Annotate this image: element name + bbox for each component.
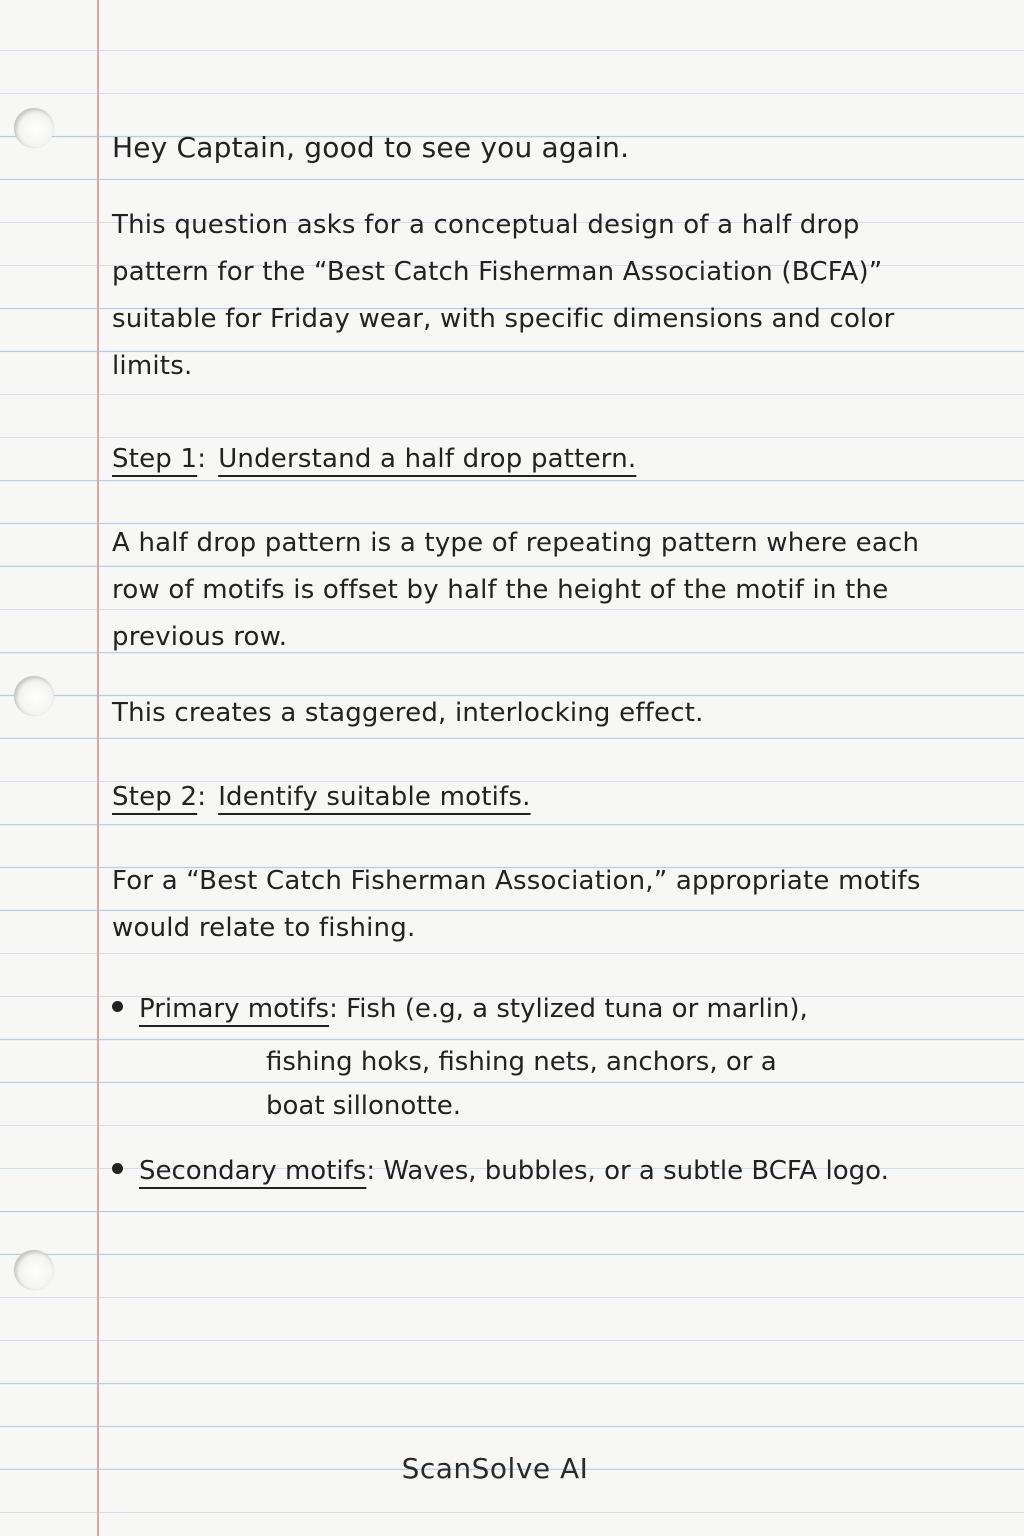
step-1-paragraph-2: This creates a staggered, interlocking effect. (112, 698, 704, 728)
primary-motifs-text: Fish (e.g, a stylized tuna or marlin), (346, 994, 808, 1024)
step-2-heading: Step 2: Identify suitable motifs. (112, 782, 531, 812)
binder-hole-top (14, 108, 54, 148)
primary-motifs-continuation-line: fishing hoks, fishing nets, anchors, or a (266, 1047, 777, 1077)
binder-hole-middle (14, 676, 54, 716)
step-1-title: Understand a half drop pattern. (218, 444, 637, 474)
bullet-dot-icon (112, 1001, 123, 1012)
footer-brand: ScanSolve AI (401, 1452, 589, 1485)
step-1-label: Step 1 (112, 444, 198, 474)
margin-line (97, 0, 99, 1536)
step-2-title: Identify suitable motifs. (218, 782, 531, 812)
step-2-label: Step 2 (112, 782, 198, 812)
primary-motifs-continuation-line: boat sillonotte. (266, 1091, 461, 1121)
primary-motifs-label: Primary motifs (139, 994, 330, 1024)
list-item-secondary-motifs: Secondary motifs: Waves, bubbles, or a subtle BCFA logo. (112, 1146, 972, 1196)
primary-motifs-continuation (266, 1040, 866, 1128)
secondary-motifs-text: Waves, bubbles, or a subtle BCFA logo. (383, 1156, 889, 1186)
list-item-primary-motifs: Primary motifs: Fish (e.g, a stylized tuna or marlin), (112, 984, 972, 1034)
greeting-text: Hey Captain, good to see you again. (112, 131, 630, 164)
bullet-dot-icon (112, 1163, 123, 1174)
step-1-heading: Step 1: Understand a half drop pattern. (112, 444, 637, 474)
secondary-motifs-label: Secondary motifs (139, 1156, 367, 1186)
binder-hole-bottom (14, 1250, 54, 1290)
step-2-paragraph: For a “Best Catch Fisherman Association,” appropriate motifs would relate to fishing. (112, 866, 921, 943)
intro-paragraph: This question asks for a conceptual design of a half drop pattern for the “Best Catch Fisherman Association (BCFA)” suitable for Friday wear, with specific dimensions and color limits. (112, 210, 895, 381)
step-1-paragraph-1: A half drop pattern is a type of repeating pattern where each row of motifs is offset by half the height of the motif in the previous row. (112, 528, 920, 652)
